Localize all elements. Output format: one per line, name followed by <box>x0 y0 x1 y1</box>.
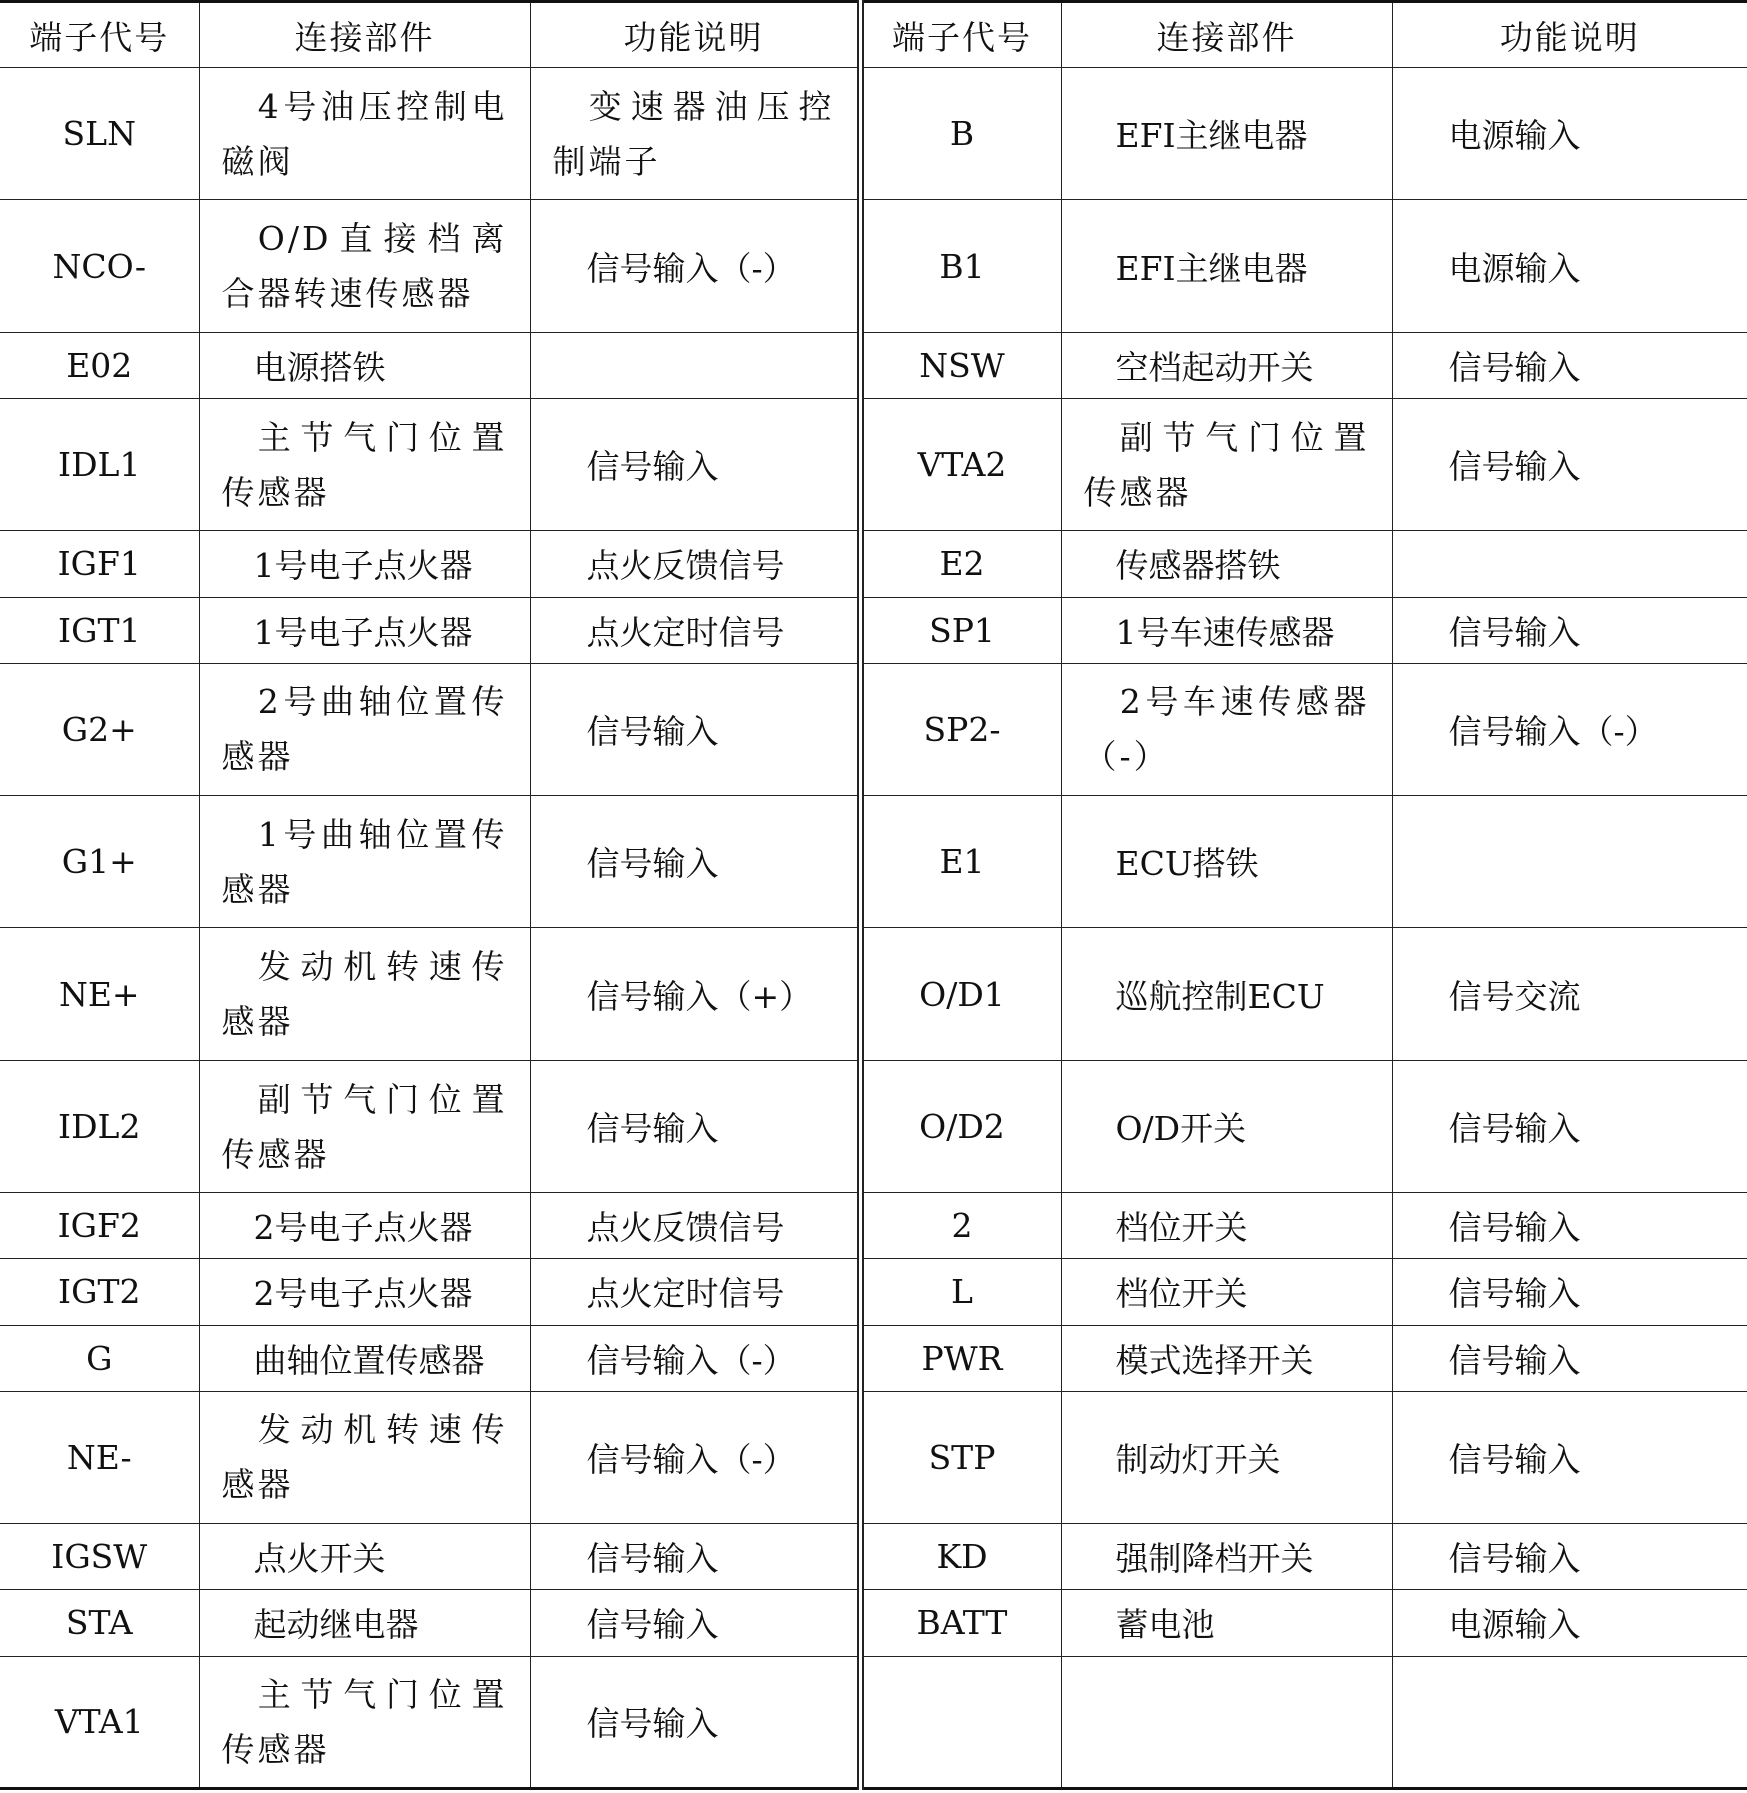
terminal-code: NSW <box>860 332 1061 398</box>
component-text: 副节气门位置传感器 <box>1083 417 1370 512</box>
function-description: 信号输入 <box>530 663 860 795</box>
connected-component: ECU搭铁 <box>1061 796 1392 928</box>
function-description: 信号输入 <box>530 796 860 928</box>
terminal-code: E02 <box>0 332 199 398</box>
terminal-code: E1 <box>860 796 1061 928</box>
connected-component: 模式选择开关 <box>1061 1325 1392 1391</box>
function-description: 信号输入 <box>1392 1524 1747 1590</box>
connected-component: 蓄电池 <box>1061 1590 1392 1656</box>
component-text: 主节气门位置传感器 <box>221 1674 508 1769</box>
terminal-code: SP2- <box>860 663 1061 795</box>
table-row <box>0 1590 1747 1656</box>
terminal-code: KD <box>860 1524 1061 1590</box>
connected-component: 1号电子点火器 <box>199 597 530 663</box>
connected-component: 制动灯开关 <box>1061 1391 1392 1523</box>
terminal-code: BATT <box>860 1590 1061 1656</box>
terminal-code: SLN <box>0 68 199 200</box>
connected-component: 曲轴位置传感器 <box>199 1325 530 1391</box>
function-description <box>530 332 860 398</box>
connected-component: 强制降档开关 <box>1061 1524 1392 1590</box>
component-text: 2号车速传感器（-） <box>1083 682 1370 777</box>
table-row <box>0 928 1747 1060</box>
table-row <box>0 398 1747 530</box>
function-description <box>1392 796 1747 928</box>
terminal-code: IDL1 <box>0 398 199 530</box>
function-description: 信号输入 <box>530 398 860 530</box>
terminal-code: PWR <box>860 1325 1061 1391</box>
connected-component <box>199 68 530 200</box>
function-description: 信号输入（-） <box>530 1391 860 1523</box>
terminal-code: O/D2 <box>860 1060 1061 1192</box>
function-description: 信号输入 <box>530 1060 860 1192</box>
table-row <box>0 531 1747 597</box>
header-row <box>0 2 1747 68</box>
function-description <box>1392 1656 1747 1789</box>
component-text: 副节气门位置传感器 <box>221 1079 508 1174</box>
connected-component <box>199 796 530 928</box>
connected-component: 1号车速传感器 <box>1061 597 1392 663</box>
connected-component: 2号电子点火器 <box>199 1259 530 1325</box>
function-description: 信号输入（-） <box>1392 663 1747 795</box>
function-description: 信号输入 <box>1392 1060 1747 1192</box>
terminal-code: VTA1 <box>0 1656 199 1789</box>
connected-component: 档位开关 <box>1061 1259 1392 1325</box>
terminal-code: IGF1 <box>0 531 199 597</box>
connected-component <box>199 1656 530 1789</box>
component-text: 发动机转速传感器 <box>221 1410 508 1505</box>
header-function-right: 功能说明 <box>1392 2 1747 68</box>
table-row <box>0 1524 1747 1590</box>
component-text: 主节气门位置传感器 <box>221 417 508 512</box>
terminal-code: VTA2 <box>860 398 1061 530</box>
function-description: 电源输入 <box>1392 1590 1747 1656</box>
function-description: 信号输入 <box>1392 597 1747 663</box>
terminal-code: STP <box>860 1391 1061 1523</box>
connected-component <box>199 663 530 795</box>
header-terminal-code-left: 端子代号 <box>0 2 199 68</box>
table-row <box>0 1060 1747 1192</box>
connected-component: O/D开关 <box>1061 1060 1392 1192</box>
table-row <box>0 68 1747 200</box>
connected-component: 电源搭铁 <box>199 332 530 398</box>
terminal-code: IGT1 <box>0 597 199 663</box>
connected-component <box>1061 398 1392 530</box>
terminal-code: E2 <box>860 531 1061 597</box>
function-description: 信号输入 <box>1392 1391 1747 1523</box>
terminal-code: IGSW <box>0 1524 199 1590</box>
function-description: 点火定时信号 <box>530 1259 860 1325</box>
header-function-left: 功能说明 <box>530 2 860 68</box>
connected-component: EFI主继电器 <box>1061 200 1392 332</box>
connected-component: 起动继电器 <box>199 1590 530 1656</box>
header-terminal-code-right: 端子代号 <box>860 2 1061 68</box>
terminal-code: O/D1 <box>860 928 1061 1060</box>
function-description: 信号输入 <box>1392 1259 1747 1325</box>
terminal-code: NE- <box>0 1391 199 1523</box>
connected-component <box>199 200 530 332</box>
table-row <box>0 1193 1747 1259</box>
connected-component <box>199 928 530 1060</box>
terminal-code <box>860 1656 1061 1789</box>
connected-component <box>199 1060 530 1192</box>
function-description: 信号输入 <box>530 1590 860 1656</box>
connected-component: 档位开关 <box>1061 1193 1392 1259</box>
function-description: 信号输入 <box>530 1524 860 1590</box>
terminal-code: IGT2 <box>0 1259 199 1325</box>
function-description: 信号输入 <box>1392 398 1747 530</box>
connected-component <box>1061 1656 1392 1789</box>
function-description: 电源输入 <box>1392 200 1747 332</box>
function-description: 点火反馈信号 <box>530 1193 860 1259</box>
function-description: 点火定时信号 <box>530 597 860 663</box>
connected-component <box>199 1391 530 1523</box>
header-component-right: 连接部件 <box>1061 2 1392 68</box>
function-description <box>530 68 860 200</box>
function-description: 电源输入 <box>1392 68 1747 200</box>
terminal-code: NCO- <box>0 200 199 332</box>
component-text: O/D直接档离合器转速传感器 <box>221 219 508 314</box>
function-description: 信号输入 <box>1392 1193 1747 1259</box>
terminal-code: SP1 <box>860 597 1061 663</box>
table-row <box>0 1391 1747 1523</box>
table-row <box>0 1656 1747 1789</box>
function-description: 信号输入 <box>530 1656 860 1789</box>
terminal-code: 2 <box>860 1193 1061 1259</box>
table-row <box>0 200 1747 332</box>
function-description: 信号输入（-） <box>530 1325 860 1391</box>
connected-component: 点火开关 <box>199 1524 530 1590</box>
function-description: 信号输入（+） <box>530 928 860 1060</box>
table-row <box>0 1259 1747 1325</box>
function-description: 信号交流 <box>1392 928 1747 1060</box>
terminal-code: G <box>0 1325 199 1391</box>
table-row <box>0 332 1747 398</box>
function-description <box>1392 531 1747 597</box>
component-text: 1号曲轴位置传感器 <box>221 814 508 909</box>
component-text: 4号油压控制电磁阀 <box>221 86 508 181</box>
function-description: 点火反馈信号 <box>530 531 860 597</box>
table-row <box>0 1325 1747 1391</box>
function-text: 变速器油压控制端子 <box>552 86 835 181</box>
terminal-code: STA <box>0 1590 199 1656</box>
component-text: 发动机转速传感器 <box>221 947 508 1042</box>
connected-component: 空档起动开关 <box>1061 332 1392 398</box>
connected-component: 传感器搭铁 <box>1061 531 1392 597</box>
table-row <box>0 597 1747 663</box>
terminal-code: G2+ <box>0 663 199 795</box>
terminal-code: IDL2 <box>0 1060 199 1192</box>
connected-component: 巡航控制ECU <box>1061 928 1392 1060</box>
function-description: 信号输入 <box>1392 1325 1747 1391</box>
terminal-code: NE+ <box>0 928 199 1060</box>
terminal-code: L <box>860 1259 1061 1325</box>
terminal-code: B1 <box>860 200 1061 332</box>
connected-component: EFI主继电器 <box>1061 68 1392 200</box>
connected-component: 2号电子点火器 <box>199 1193 530 1259</box>
terminal-code: B <box>860 68 1061 200</box>
table-row <box>0 796 1747 928</box>
terminal-code: G1+ <box>0 796 199 928</box>
terminal-code: IGF2 <box>0 1193 199 1259</box>
connected-component: 1号电子点火器 <box>199 531 530 597</box>
function-description: 信号输入 <box>1392 332 1747 398</box>
table-row <box>0 663 1747 795</box>
component-text: 2号曲轴位置传感器 <box>221 682 508 777</box>
connected-component <box>199 398 530 530</box>
connected-component <box>1061 663 1392 795</box>
header-component-left: 连接部件 <box>199 2 530 68</box>
function-description: 信号输入（-） <box>530 200 860 332</box>
